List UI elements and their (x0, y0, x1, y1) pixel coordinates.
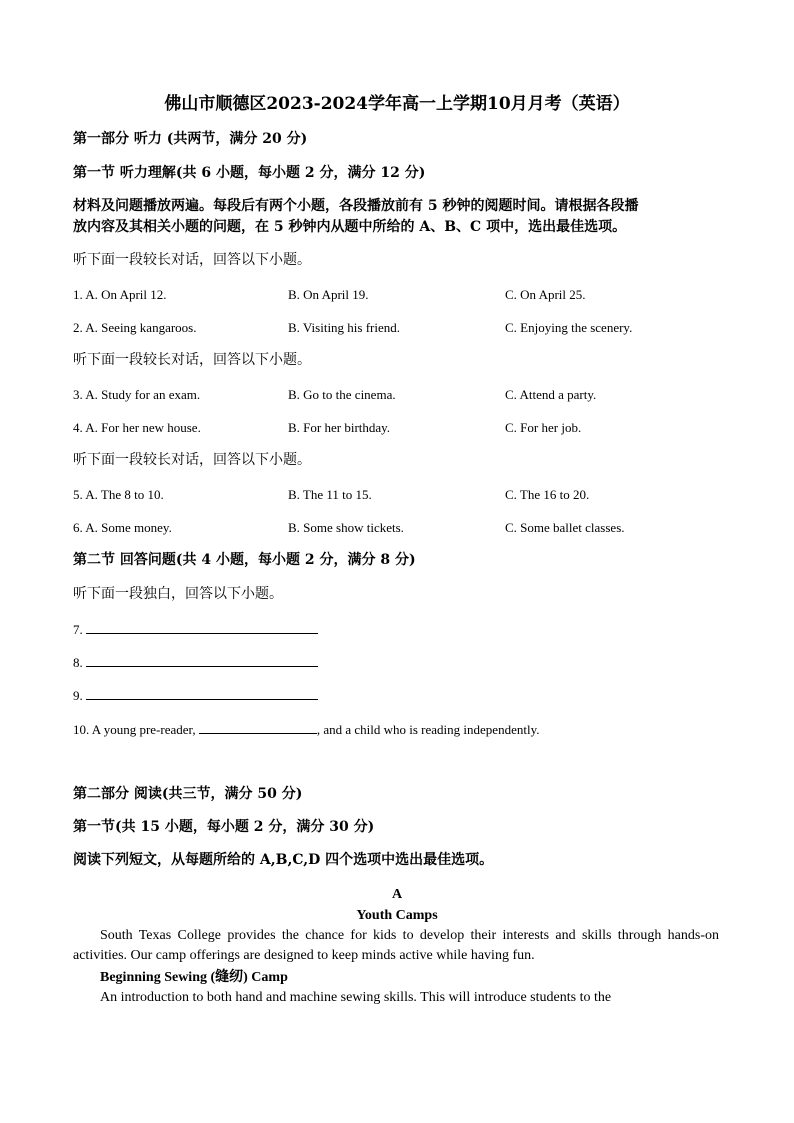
q4-option-c: C. For her job. (505, 420, 582, 435)
q8-line (73, 652, 318, 672)
q8-answer-blank[interactable] (86, 652, 318, 667)
dialog-prompt-1: 听下面一段较长对话，回答以下小题。 (73, 252, 311, 268)
part1-section1-heading: 第一节 听力理解(共 6 小题，每小题 2 分，满分 12 分) (73, 165, 426, 181)
q7-number: 7. (73, 622, 83, 637)
q4-option-b: B. For her birthday. (288, 420, 391, 435)
q6-option-a: 6. A. Some money. (73, 520, 172, 535)
reading-instruction: 阅读下列短文，从每题所给的 A,B,C,D 四个选项中选出最佳选项。 (73, 852, 494, 868)
page-title: 佛山市顺德区2023-2024学年高一上学期10月月考（英语） (164, 94, 630, 114)
q8-number: 8. (73, 655, 83, 670)
passage-title: Youth Camps (356, 908, 438, 923)
q10-line (73, 719, 539, 739)
part1-heading: 第一部分 听力 (共两节，满分 20 分) (73, 131, 308, 147)
q6-option-c: C. Some ballet classes. (505, 520, 625, 535)
q3-option-a: 3. A. Study for an exam. (73, 387, 201, 402)
instruction-line-2: 放内容及其相关小题的问题，在 5 秒钟内从题中所给的 A、B、C 项中，选出最佳选项。 (73, 219, 627, 235)
monologue-prompt: 听下面一段独白，回答以下小题。 (73, 586, 283, 602)
q2-option-c: C. Enjoying the scenery. (505, 320, 633, 335)
q1-option-a: 1. A. On April 12. (73, 287, 167, 302)
q6-option-b: B. Some show tickets. (288, 520, 404, 535)
q7-answer-blank[interactable] (86, 619, 318, 634)
passage-paragraph-1: South Texas College provides the chance for kids to develop their interests and skills through hands-on activities. Our camp offerings are designed to keep minds active while having fun. (73, 928, 719, 963)
q9-answer-blank[interactable] (86, 685, 318, 700)
q7-line (73, 619, 318, 639)
q4-option-a: 4. A. For her new house. (73, 420, 201, 435)
q5-option-a: 5. A. The 8 to 10. (73, 487, 164, 502)
part2-section1-heading: 第一节(共 15 小题，每小题 2 分，满分 30 分) (73, 819, 375, 835)
q10-text-after: , and a child who is reading independently. (316, 722, 540, 737)
dialog-prompt-2: 听下面一段较长对话，回答以下小题。 (73, 352, 311, 368)
q5-option-c: C. The 16 to 20. (505, 487, 590, 502)
q9-line (73, 685, 318, 705)
q1-option-b: B. On April 19. (288, 287, 369, 302)
dialog-prompt-3: 听下面一段较长对话，回答以下小题。 (73, 452, 311, 468)
part1-section2-heading: 第二节 回答问题(共 4 小题，每小题 2 分，满分 8 分) (73, 552, 416, 568)
q10-answer-blank[interactable] (199, 719, 317, 734)
passage-paragraph-2: An introduction to both hand and machine sewing skills. This will introduce students to the (100, 990, 612, 1005)
q2-option-a: 2. A. Seeing kangaroos. (73, 320, 197, 335)
q3-option-c: C. Attend a party. (505, 387, 597, 402)
q5-option-b: B. The 11 to 15. (288, 487, 372, 502)
sewing-camp-heading: Beginning Sewing (缝纫) Camp (100, 970, 288, 985)
q9-number: 9. (73, 688, 83, 703)
q2-option-b: B. Visiting his friend. (288, 320, 401, 335)
passage-letter: A (391, 887, 403, 902)
q10-text-before: 10. A young pre-reader, (73, 722, 199, 737)
part2-heading: 第二部分 阅读(共三节，满分 50 分) (73, 786, 303, 802)
q3-option-b: B. Go to the cinema. (288, 387, 396, 402)
instruction-line-1: 材料及问题播放两遍。每段后有两个小题，各段播放前有 5 秒钟的阅题时间。请根据各段播 (73, 198, 639, 214)
q1-option-c: C. On April 25. (505, 287, 586, 302)
